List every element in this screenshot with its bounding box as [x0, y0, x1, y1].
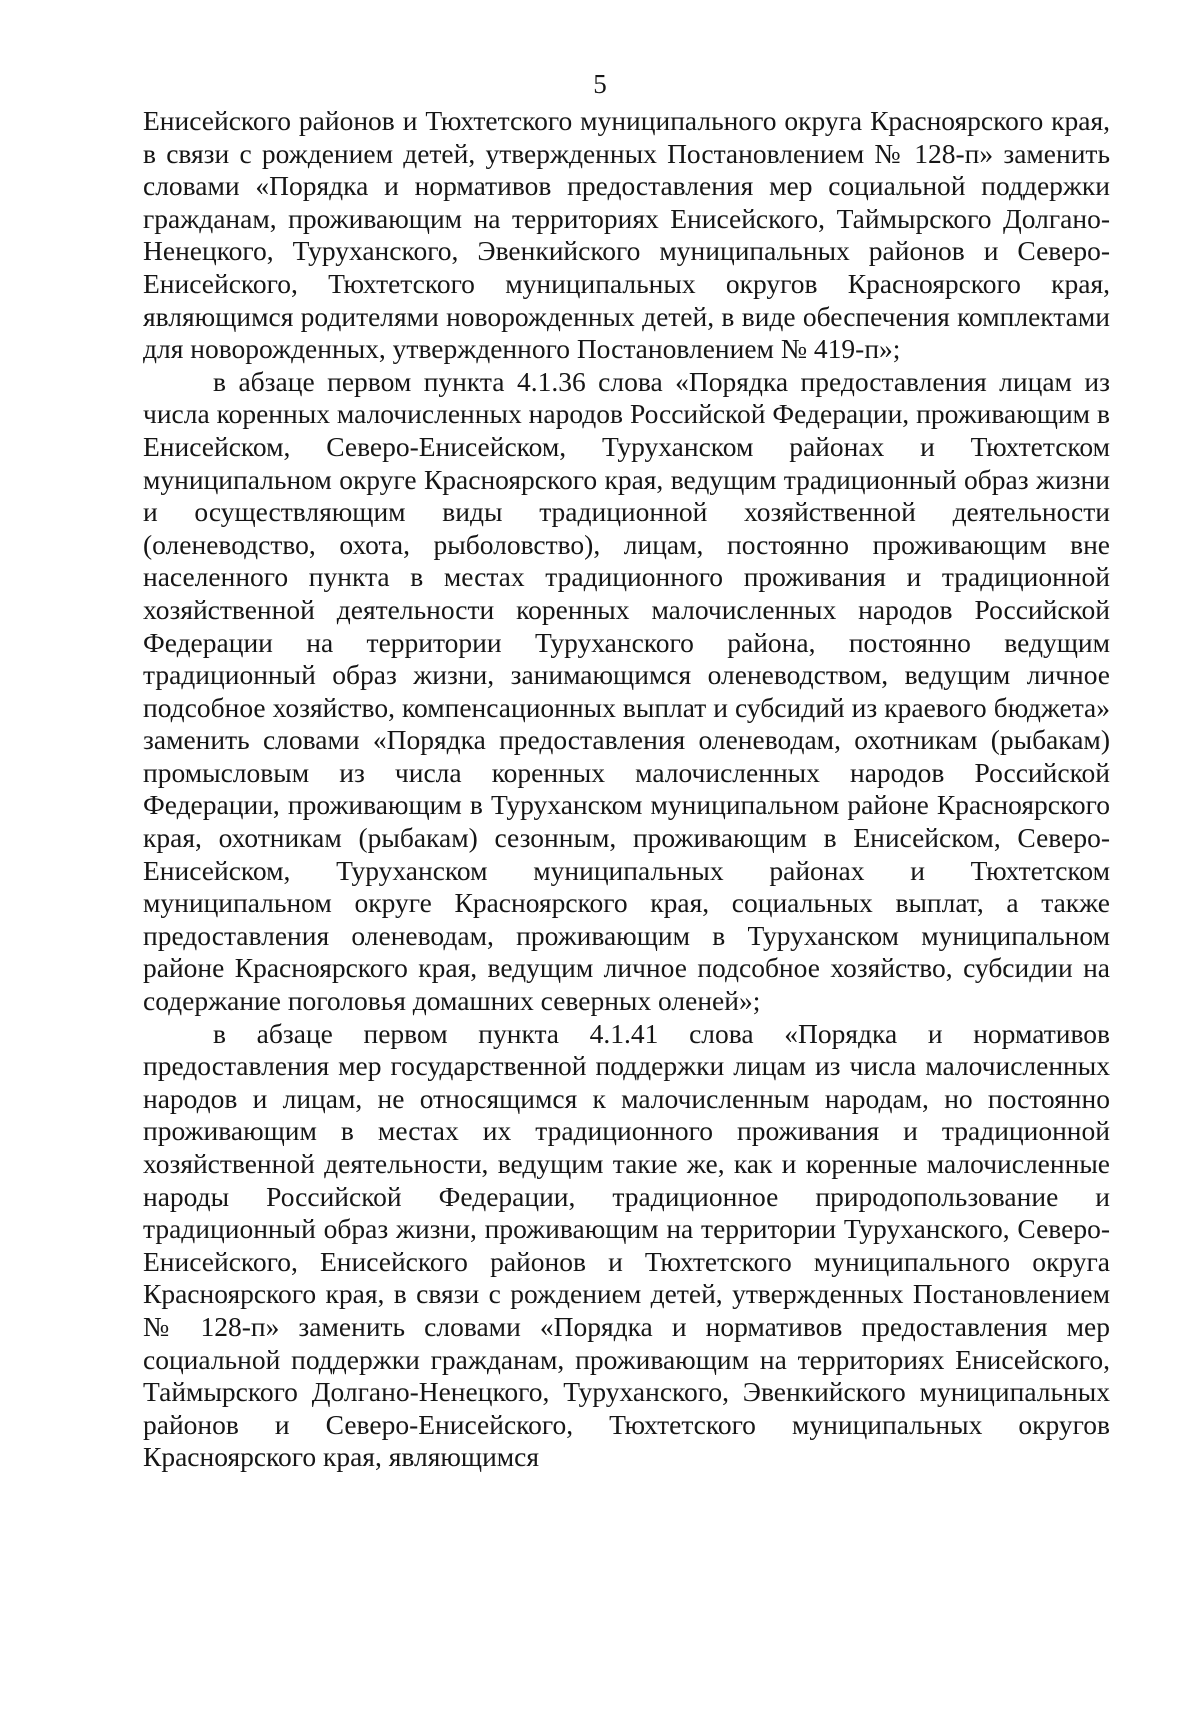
page-number: 5 — [593, 69, 607, 99]
document-body — [143, 105, 1110, 1474]
paragraph-item-4-1-36: в абзаце первом пункта 4.1.36 слова «Порядка предоставления лицам из числа коренных малочисленных народов Российской Федерации, проживающим в Енисейском, Северо-Енисейском, Туруханском районах и Тюхтетском муниципальном округе Красноярского края, ведущим традиционный образ жизни и осуществляющим виды традиционной хозяйственной деятельности (оленеводство, охота, рыболовство), лицам, постоянно проживающим вне населенного пункта в местах традиционного проживания и традиционной хозяйственной деятельности коренных малочисленных народов Российской Федерации на территории Туруханского района, постоянно ведущим традиционный образ жизни, занимающимся оленеводством, ведущим личное подсобное хозяйство, компенсационных выплат и субсидий из краевого бюджета» заменить словами «Порядка предоставления оленеводам, охотникам (рыбакам) промысловым из числа коренных малочисленных народов Российской Федерации, проживающим в Туруханском муниципальном районе Красноярского края, охотникам (рыбакам) сезонным, проживающим в Енисейском, Северо-Енисейском, Туруханском муниципальных районах и Тюхтетском муниципальном округе Красноярского края, социальных выплат, а также предоставления оленеводам, проживающим в Туруханском муниципальном районе Красноярского края, ведущим личное подсобное хозяйство, субсидии на содержание поголовья домашних северных оленей»; — [143, 365, 1110, 1017]
paragraph-continuation: Енисейского районов и Тюхтетского муниципального округа Красноярского края, в связи с рождением детей, утвержденных Постановлением № 128-п» заменить словами «Порядка и нормативов предоставления мер социальной поддержки гражданам, проживающим на территориях Енисейского, Таймырского Долгано-Ненецкого, Туруханского, Эвенкийского муниципальных районов и Северо-Енисейского, Тюхтетского муниципальных округов Красноярского края, являющимся родителями новорожденных детей, в виде обеспечения комплектами для новорожденных, утвержденного Постановлением № 419-п»; — [143, 105, 1110, 365]
paragraph-item-4-1-41: в абзаце первом пункта 4.1.41 слова «Порядка и нормативов предоставления мер государственной поддержки лицам из числа малочисленных народов и лицам, не относящимся к малочисленным народам, но постоянно проживающим в местах их традиционного проживания и традиционной хозяйственной деятельности, ведущим такие же, как и коренные малочисленные народы Российской Федерации, традиционное природопользование и традиционный образ жизни, проживающим на территории Туруханского, Северо-Енисейского, Енисейского районов и Тюхтетского муниципального округа Красноярского края, в связи с рождением детей, утвержденных Постановлением № 128-п» заменить словами «Порядка и нормативов предоставления мер социальной поддержки гражданам, проживающим на территориях Енисейского, Таймырского Долгано-Ненецкого, Туруханского, Эвенкийского муниципальных районов и Северо-Енисейского, Тюхтетского муниципальных округов Красноярского края, являющимся — [143, 1017, 1110, 1473]
